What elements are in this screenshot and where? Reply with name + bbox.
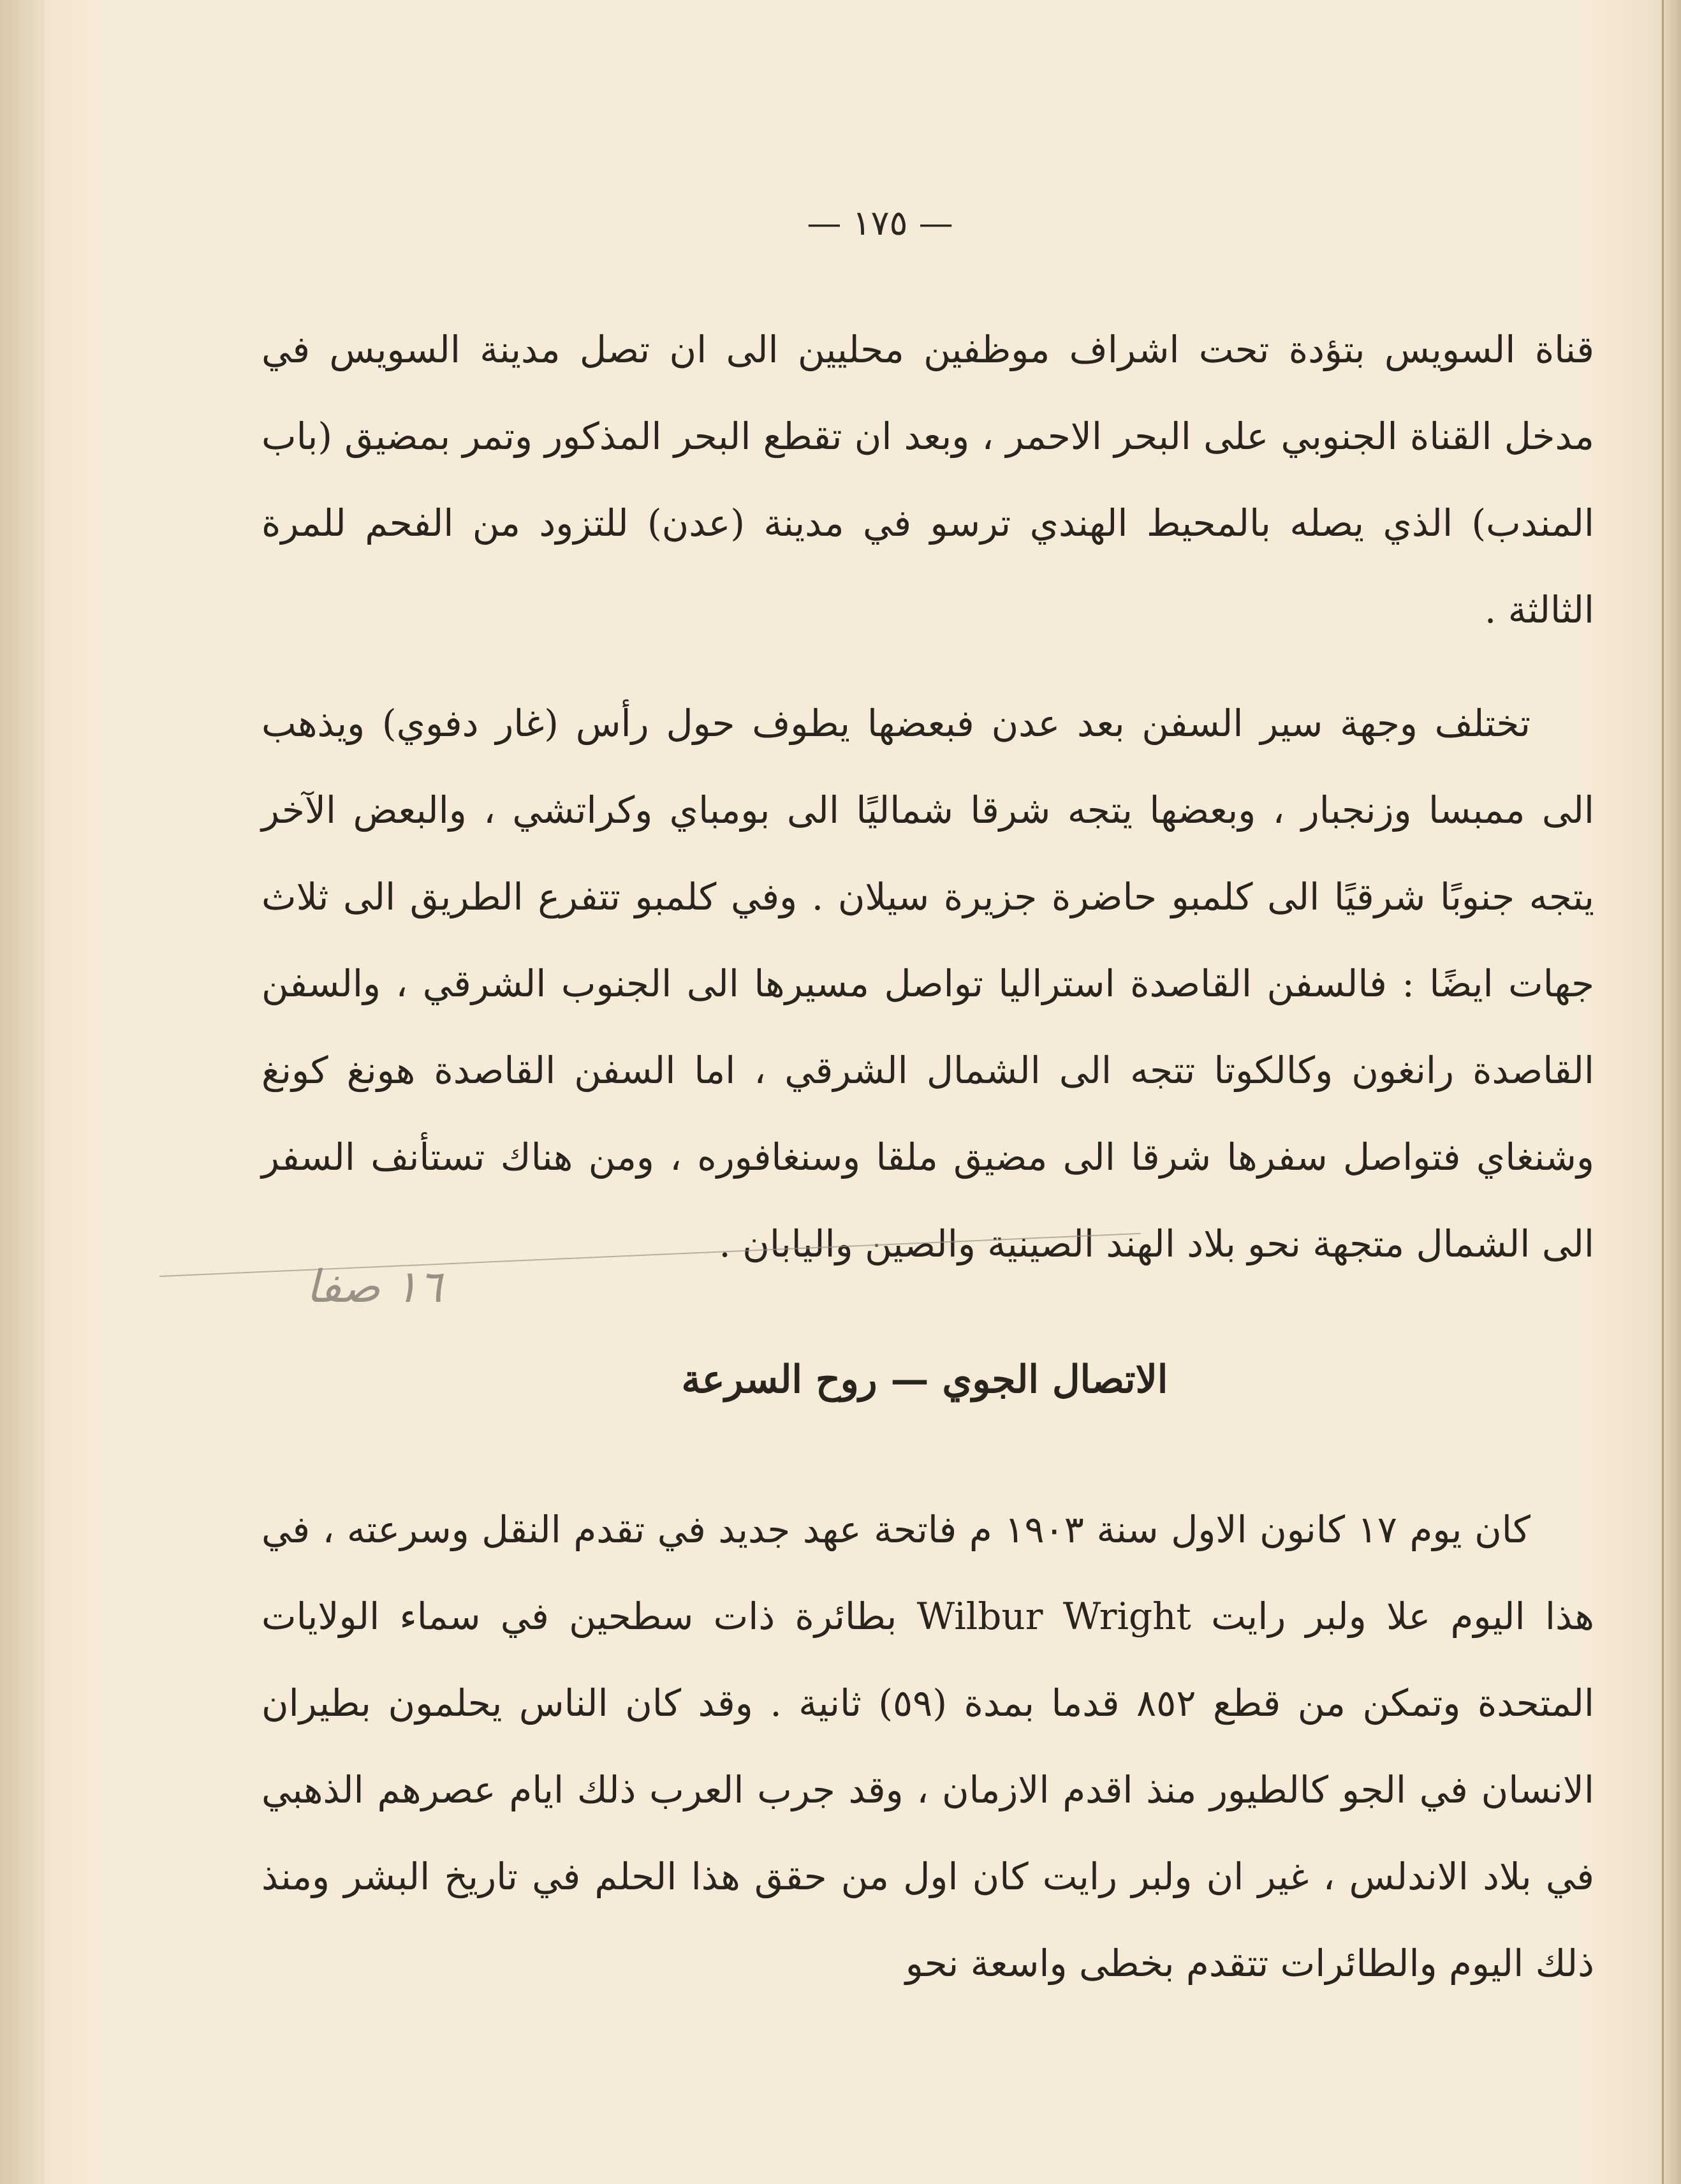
page-number: — ١٧٥ —: [807, 203, 953, 243]
latin-name: Wilbur Wright: [916, 1595, 1191, 1638]
section-heading: الاتصال الجوي — روح السرعة: [681, 1357, 1168, 1402]
pencil-annotation: ١٦ صفا: [306, 1260, 443, 1313]
paragraph-text: [261, 1486, 1594, 2007]
paragraph-air-transport: [261, 1486, 1594, 2007]
paragraph-text-part-2: بطائرة ذات سطحين في سماء الولايات المتحدة وتمكن من قطع ٨٥٢ قدما بمدة (٥٩) ثانية . وقد كان الناس يحلمون بطيران الانسان في الجو كالطيور منذ اقدم الازمان ، وقد جرب العرب ذلك ايام عصرهم الذهبي في بلاد الاندلس ، غير ان ولبر رايت كان اول من حقق هذا الحلم في تاريخ البشر ومنذ ذلك اليوم والطائرات تتقدم بخطى واسعة نحو: [261, 1595, 1594, 1985]
paragraph-suez-canal: [261, 306, 1594, 653]
paragraph-text-part-1: كان يوم ١٧ كانون الاول سنة ١٩٠٣ م فاتحة عهد جديد في تقدم النقل وسرعته ، في هذا اليوم علا ولبر رايت: [261, 1508, 1595, 1638]
paragraph-text: قناة السويس بتؤدة تحت اشراف موظفين محليين الى ان تصل مدينة السويس في مدخل القناة الجنوبي على البحر الاحمر ، وبعد ان تقطع البحر المذكور وتمر بمضيق (باب المندب) الذي يصله بالمحيط الهندي ترسو في مدينة (عدن) للتزود من الفحم للمرة الثالثة .: [261, 328, 1594, 631]
page-left-edge: [0, 0, 45, 2184]
spine-line: [1662, 0, 1664, 2184]
paragraph-ship-routes: [261, 680, 1594, 1287]
paragraph-text: تختلف وجهة سير السفن بعد عدن فبعضها يطوف حول رأس (غار دفوي) ويذهب الى ممبسا وزنجبار ، وبعضها يتجه شرقا شماليًا الى بومباي وكراتشي ، والبعض الآخر يتجه جنوبًا شرقيًا الى كلمبو حاضرة جزيرة سيلان . وفي كلمبو تتفرع الطريق الى ثلاث جهات ايضًا : فالسفن القاصدة استراليا تواصل مسيرها الى الجنوب الشرقي ، والسفن القاصدة رانغون وكالكوتا تتجه الى الشمال الشرقي ، اما السفن القاصدة هونغ كونغ وشنغاي فتواصل سفرها شرقا الى مضيق ملقا وسنغافوره ، ومن هناك تستأنف السفر الى الشمال متجهة نحو بلاد الهند الصينية والصين واليابان .: [261, 702, 1594, 1265]
page-right-edge: [1662, 0, 1681, 2184]
